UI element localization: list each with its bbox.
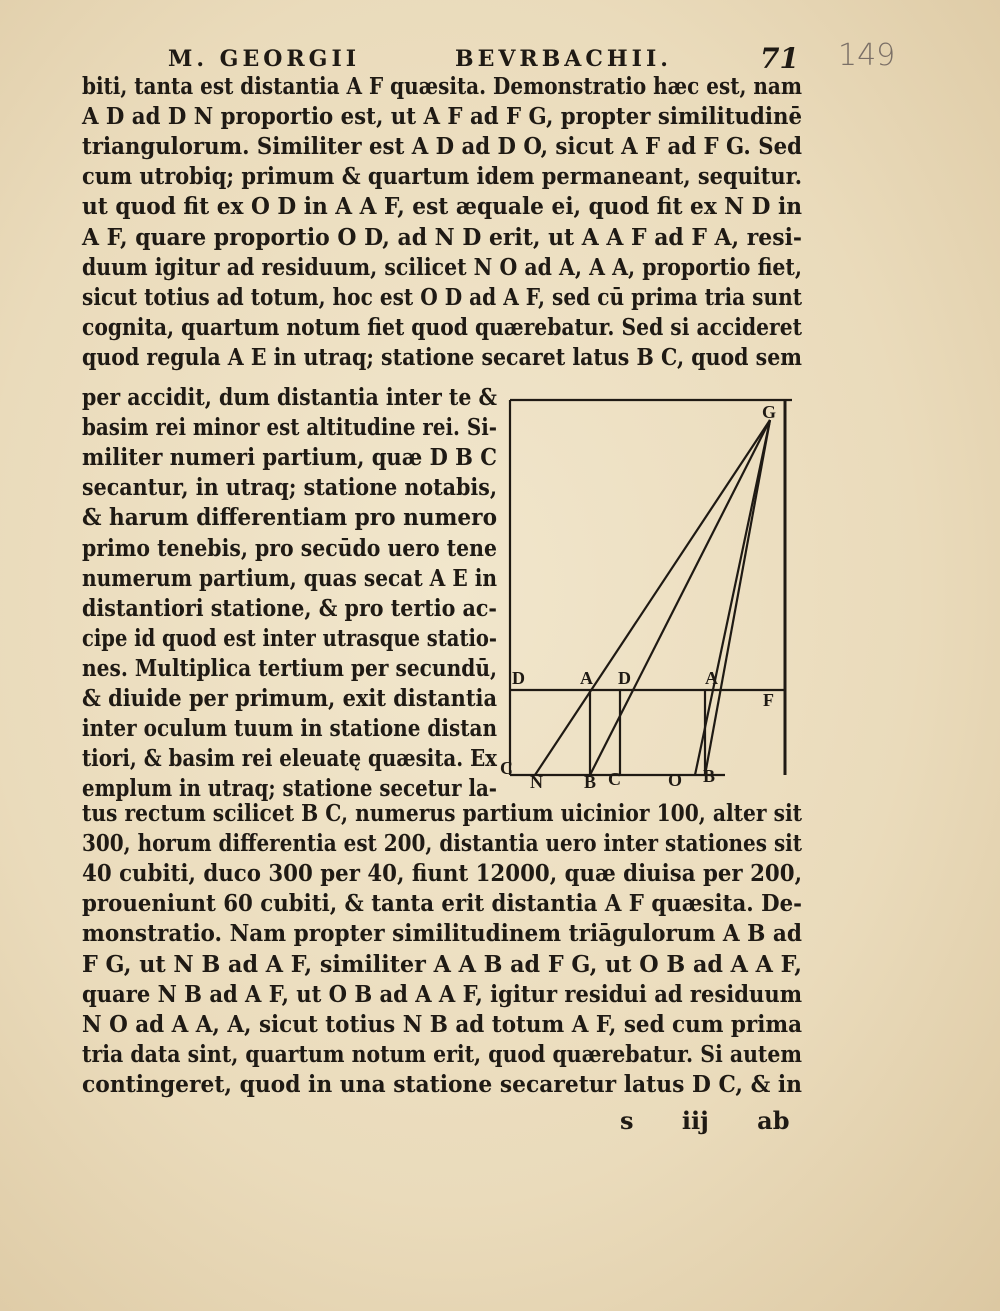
text-line: triangulorum. Similiter est A D ad D O, sicut A F ad F G. Sed	[82, 133, 802, 161]
catchword: ab	[757, 1106, 790, 1135]
ray-g-b	[590, 420, 770, 775]
text-line: secantur, in utraq; statione notabis,	[82, 474, 497, 502]
text-line: cipe id quod est inter utrasque statio-	[82, 624, 497, 652]
text-line: tria data sint, quartum notum erit, quod quærebatur. Si autem	[82, 1040, 802, 1068]
geometric-figure	[500, 390, 800, 800]
label-a-left: A	[580, 668, 593, 688]
header-author: M. GEORGII	[168, 46, 361, 72]
text-line: tiori, & basim rei eleuatę quæsita. Ex	[82, 745, 497, 773]
text-line: militer numeri partium, quæ D B C	[82, 444, 497, 472]
text-line: inter oculum tuum in statione distan	[82, 715, 497, 743]
page-number: 71	[760, 42, 799, 75]
text-line: & diuide per primum, exit distantia	[82, 685, 497, 712]
label-o: O	[668, 770, 683, 790]
text-line: per accidit, dum distantia inter te &	[82, 384, 497, 411]
label-d-left: D	[512, 668, 525, 688]
text-line: quare N B ad A F, ut O B ad A A F, igitur residui ad residuum	[82, 980, 802, 1008]
header-author-surname: BEVRBACHII.	[455, 46, 672, 72]
label-a-right: A	[705, 668, 718, 688]
text-line: ut quod fit ex O D in A A F, est æquale ei, quod fit ex N D in	[82, 193, 802, 221]
text-line: numerum partium, quas secat A E in	[82, 564, 497, 592]
ray-g-n	[535, 420, 770, 775]
text-line: cum utrobiq; primum & quartum idem permaneant, sequitur.	[82, 163, 802, 191]
page-footer	[620, 1106, 820, 1135]
signature-number: iij	[681, 1106, 709, 1135]
label-d-right: D	[618, 668, 631, 688]
ray-g-o	[695, 420, 770, 775]
text-line: nes. Multiplica tertium per secundū,	[82, 654, 497, 682]
text-line: N O ad A A, A, sicut totius N B ad totum A F, sed cum prima	[82, 1010, 802, 1038]
ray-g-b2	[705, 420, 770, 775]
text-line: cognita, quartum notum fiet quod quærebatur. Sed si accideret	[82, 313, 802, 341]
label-b-right: B	[703, 766, 716, 786]
label-c-left: C	[500, 758, 513, 778]
text-line: sicut totius ad totum, hoc est O D ad A F, sed cū prima tria sunt	[82, 283, 802, 311]
text-line: emplum in utraq; statione secetur la-	[82, 775, 497, 803]
text-line: 300, horum differentia est 200, distantia uero inter stationes sit	[82, 830, 802, 858]
signature-mark: s	[620, 1106, 634, 1135]
text-line: 40 cubiti, duco 300 per 40, fiunt 12000, quæ diuisa per 200,	[82, 860, 802, 888]
text-line: A F, quare proportio O D, ad N D erit, ut A A F ad F A, resi-	[82, 223, 802, 251]
text-line: primo tenebis, pro secūdo uero tene	[82, 534, 497, 562]
text-line: monstratio. Nam propter similitudinem triāgulorum A B ad	[82, 920, 802, 948]
label-c-right: C	[608, 769, 621, 789]
text-line: quod regula A E in utraq; statione secaret latus B C, quod sem	[82, 343, 802, 371]
text-line: F G, ut N B ad A F, similiter A A B ad F G, ut O B ad A A F,	[82, 950, 802, 978]
text-line: contingeret, quod in una statione secaretur latus D C, & in	[82, 1070, 802, 1098]
text-line: A D ad D N proportio est, ut A F ad F G, propter similitudinē	[82, 103, 802, 131]
label-f: F	[763, 690, 774, 710]
label-n: N	[530, 772, 543, 792]
text-line: biti, tanta est distantia A F quæsita. Demonstratio hæc est, nam	[82, 73, 802, 100]
handwritten-folio-number: 149	[838, 38, 896, 73]
label-g: G	[762, 402, 777, 422]
text-line: distantiori statione, & pro tertio ac-	[82, 594, 497, 622]
text-line: basim rei minor est altitudine rei. Si-	[82, 414, 497, 442]
text-line: & harum differentiam pro numero	[82, 504, 497, 532]
text-line: tus rectum scilicet B C, numerus partium uicinior 100, alter sit	[82, 800, 802, 827]
text-line: duum igitur ad residuum, scilicet N O ad A, A A, proportio fiet,	[82, 253, 802, 281]
label-b-left: B	[584, 772, 597, 792]
text-line: proueniunt 60 cubiti, & tanta erit distantia A F quæsita. De-	[82, 890, 802, 918]
